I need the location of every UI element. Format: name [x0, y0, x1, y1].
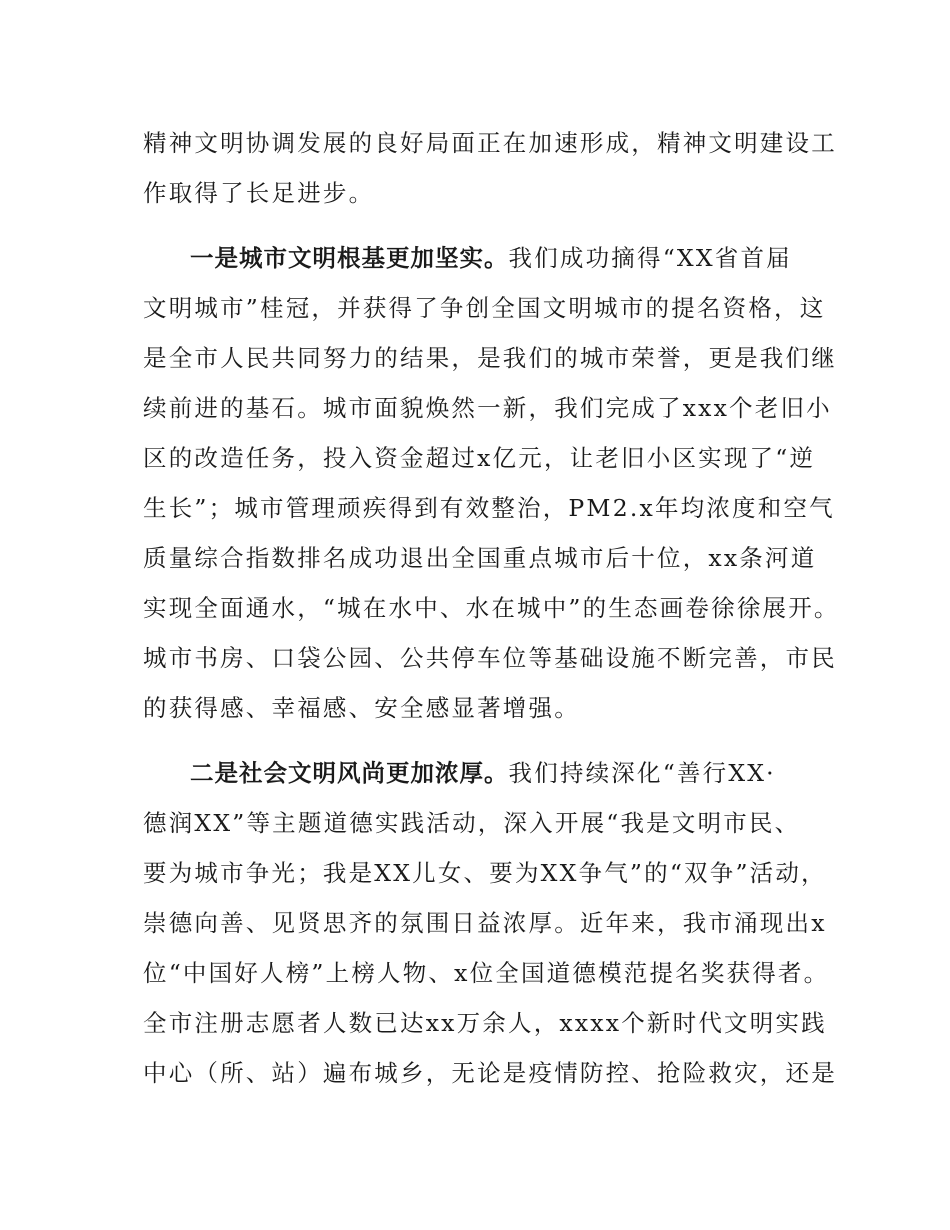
section2-line: 要为城市争光；我是XX儿女、要为XX争气”的“双争”活动， — [143, 859, 827, 887]
section2-line: 德润XX”等主题道德实践活动，深入开展“我是文明市民、 — [143, 809, 801, 837]
section1-line: 实现全面通水，“城在水中、水在城中”的生态画卷徐徐展开。 — [143, 594, 840, 622]
section1-line: 质量综合指数排名成功退出全国重点城市后十位，xx条河道 — [143, 544, 817, 572]
section1-line: 城市书房、口袋公园、公共停车位等基础设施不断完善，市民 — [143, 644, 837, 672]
intro-line-1: 精神文明协调发展的良好局面正在加速形成，精神文明建设工 — [143, 129, 837, 157]
section1-first-line-text: 我们成功摘得“XX省首届 — [508, 244, 792, 272]
section2-heading: 二是社会文明风尚更加浓厚。 — [190, 759, 509, 787]
section2-line: 中心（所、站）遍布城乡，无论是疫情防控、抢险救灾，还是 — [143, 1059, 837, 1087]
section1-line: 文明城市”桂冠，并获得了争创全国文明城市的提名资格，这 — [143, 294, 826, 322]
section1-line: 是全市人民共同努力的结果，是我们的城市荣誉，更是我们继 — [143, 344, 837, 372]
section2-line: 位“中国好人榜”上榜人物、x位全国道德模范提名奖获得者。 — [143, 959, 830, 987]
intro-line-2: 作取得了长足进步。 — [143, 179, 375, 207]
section1-heading: 一是城市文明根基更加坚实。 — [190, 244, 509, 272]
section1-line: 区的改造任务，投入资金超过x亿元，让老旧小区实现了“逆 — [143, 444, 816, 472]
section2-first-line-text: 我们持续深化“善行XX· — [508, 759, 776, 787]
section2-first-line — [190, 758, 776, 788]
section1-line: 生长”；城市管理顽疾得到有效整治，PM2.x年均浓度和空气 — [143, 494, 835, 522]
section1-line: 的获得感、幸福感、安全感显著增强。 — [143, 694, 580, 722]
section2-line: 崇德向善、见贤思齐的氛围日益浓厚。近年来，我市涌现出x — [143, 909, 827, 937]
section1-first-line — [190, 243, 792, 273]
section2-line: 全市注册志愿者人数已达xx万余人，xxxx个新时代文明实践 — [143, 1009, 827, 1037]
section1-line: 续前进的基石。城市面貌焕然一新，我们完成了xxx个老旧小 — [143, 394, 832, 422]
